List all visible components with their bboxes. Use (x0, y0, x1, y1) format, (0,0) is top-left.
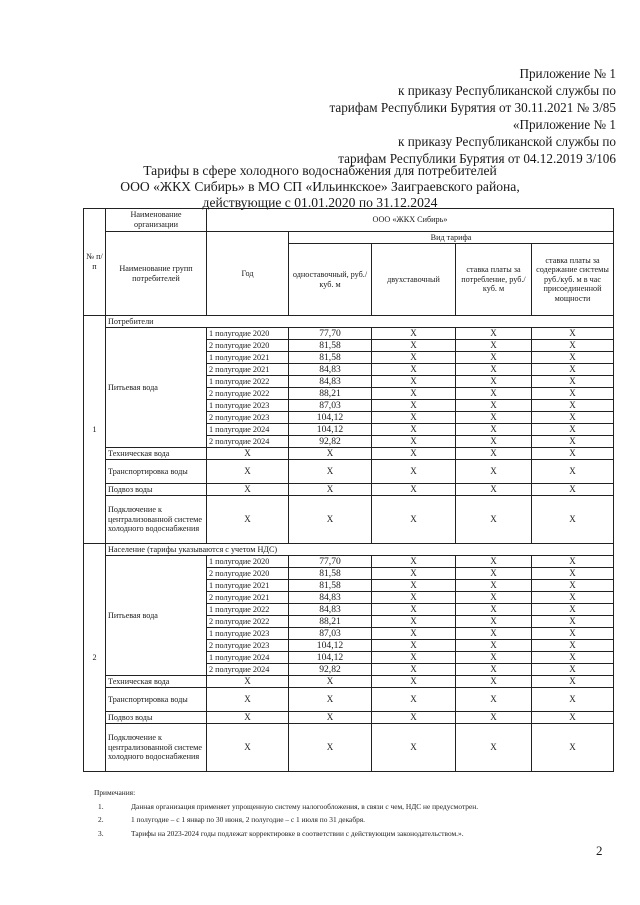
groups-label: Наименование групп потребителей (106, 232, 207, 316)
capacity-rate-header: ставка платы за содержание системы руб./куб. м в час присоединенной мощности (532, 244, 614, 316)
period-cell: 2 полугодие 2022 (207, 616, 289, 628)
x-mark: Х (456, 424, 532, 436)
x-mark: Х (532, 676, 614, 688)
header-line: к приказу Республиканской службы по (398, 83, 616, 98)
x-mark: Х (456, 568, 532, 580)
x-mark: Х (532, 556, 614, 568)
single-rate-value: 92,82 (289, 436, 372, 448)
x-mark: Х (207, 688, 289, 712)
org-label: Наименование организации (106, 209, 207, 232)
single-rate-value: 104,12 (289, 652, 372, 664)
x-mark: Х (532, 592, 614, 604)
x-mark: Х (372, 628, 456, 640)
x-mark: Х (532, 328, 614, 340)
x-mark: Х (456, 484, 532, 496)
x-mark: Х (372, 364, 456, 376)
x-mark: Х (456, 712, 532, 724)
x-mark: Х (456, 652, 532, 664)
x-mark: Х (372, 676, 456, 688)
x-mark: Х (372, 352, 456, 364)
note-item: 1. Данная организация применяет упрощенную систему налогообложения, в связи с чем, НДС не предусмотрен. (98, 801, 479, 811)
period-cell: 1 полугодие 2022 (207, 604, 289, 616)
period-cell: 1 полугодие 2020 (207, 328, 289, 340)
x-mark: Х (289, 484, 372, 496)
x-mark: Х (532, 460, 614, 484)
x-mark: Х (372, 712, 456, 724)
table-row (84, 496, 614, 544)
table-row (84, 328, 614, 340)
x-mark: Х (532, 376, 614, 388)
x-mark: Х (289, 496, 372, 544)
service-label: Транспортировка воды (106, 460, 207, 484)
x-mark: Х (532, 388, 614, 400)
single-rate-value: 84,83 (289, 364, 372, 376)
x-mark: Х (532, 628, 614, 640)
x-mark: Х (372, 556, 456, 568)
single-rate-value: 92,82 (289, 664, 372, 676)
x-mark: Х (372, 484, 456, 496)
x-mark: Х (207, 724, 289, 772)
title-line: ООО «ЖКХ Сибирь» в МО СП «Ильинкское» Заиграевского района, (120, 179, 520, 194)
x-mark: Х (456, 328, 532, 340)
single-rate-value: 104,12 (289, 640, 372, 652)
header-line: Приложение № 1 (519, 66, 616, 81)
single-rate-value: 87,03 (289, 400, 372, 412)
table-row (84, 460, 614, 484)
x-mark: Х (372, 388, 456, 400)
x-mark: Х (456, 688, 532, 712)
x-mark: Х (456, 448, 532, 460)
x-mark: Х (372, 616, 456, 628)
x-mark: Х (456, 340, 532, 352)
tariff-table (83, 208, 614, 772)
x-mark: Х (372, 412, 456, 424)
single-rate-value: 77,70 (289, 328, 372, 340)
x-mark: Х (207, 460, 289, 484)
year-header: Год (207, 232, 289, 316)
service-label: Техническая вода (106, 448, 207, 460)
x-mark: Х (456, 376, 532, 388)
period-cell: 2 полугодие 2022 (207, 388, 289, 400)
x-mark: Х (532, 436, 614, 448)
period-cell: 1 полугодие 2021 (207, 352, 289, 364)
x-mark: Х (456, 412, 532, 424)
x-mark: Х (456, 616, 532, 628)
consumption-rate-header: ставка платы за потребление, руб./ куб. м (456, 244, 532, 316)
x-mark: Х (372, 400, 456, 412)
x-mark: Х (456, 364, 532, 376)
header-line: тарифам Республики Бурятия от 30.11.2021 № 3/85 (329, 100, 616, 115)
single-rate-value: 87,03 (289, 628, 372, 640)
section-number: 2 (84, 544, 106, 772)
period-cell: 2 полугодие 2023 (207, 412, 289, 424)
x-mark: Х (372, 436, 456, 448)
x-mark: Х (207, 484, 289, 496)
x-mark: Х (456, 436, 532, 448)
x-mark: Х (372, 724, 456, 772)
tariff-kind-header: Вид тарифа (289, 232, 614, 244)
x-mark: Х (456, 640, 532, 652)
period-cell: 2 полугодие 2024 (207, 664, 289, 676)
single-rate-value: 81,58 (289, 580, 372, 592)
x-mark: Х (532, 640, 614, 652)
x-mark: Х (532, 616, 614, 628)
header-line: тарифам Республики Бурятия от 04.12.2019 3/106 (338, 151, 616, 166)
x-mark: Х (456, 592, 532, 604)
single-rate-value: 84,83 (289, 376, 372, 388)
notes-title: Примечания: (94, 788, 136, 797)
x-mark: Х (207, 712, 289, 724)
x-mark: Х (532, 412, 614, 424)
x-mark: Х (532, 400, 614, 412)
notes (94, 786, 479, 840)
header-line: к приказу Республиканской службы по (398, 134, 616, 149)
x-mark: Х (532, 340, 614, 352)
x-mark: Х (532, 496, 614, 544)
drinking-water-label: Питьевая вода (106, 556, 207, 676)
col-number-header: № п/п (84, 209, 106, 316)
x-mark: Х (372, 580, 456, 592)
x-mark: Х (456, 388, 532, 400)
x-mark: Х (289, 460, 372, 484)
table-row (84, 724, 614, 772)
header-line: «Приложение № 1 (512, 117, 616, 132)
table-row (84, 712, 614, 724)
x-mark: Х (456, 556, 532, 568)
x-mark: Х (372, 460, 456, 484)
x-mark: Х (207, 676, 289, 688)
single-rate-value: 88,21 (289, 388, 372, 400)
title-line: Тарифы в сфере холодного водоснабжения для потребителей (143, 163, 497, 178)
x-mark: Х (456, 664, 532, 676)
period-cell: 2 полугодие 2024 (207, 436, 289, 448)
x-mark: Х (456, 580, 532, 592)
table-row (84, 688, 614, 712)
table-row (84, 676, 614, 688)
section-title: Население (тарифы указываются с учетом НДС) (106, 544, 614, 556)
x-mark: Х (372, 340, 456, 352)
table-row (84, 484, 614, 496)
table-row (84, 556, 614, 568)
x-mark: Х (532, 688, 614, 712)
note-item: 3. Тарифы на 2023-2024 годы подлежат корректировке в соответствии с действующим законодательством.». (98, 828, 464, 838)
period-cell: 2 полугодие 2020 (207, 568, 289, 580)
x-mark: Х (532, 352, 614, 364)
x-mark: Х (372, 496, 456, 544)
x-mark: Х (456, 628, 532, 640)
org-name: ООО «ЖКХ Сибирь» (207, 209, 614, 232)
single-rate-value: 84,83 (289, 592, 372, 604)
single-rate-value: 88,21 (289, 616, 372, 628)
service-label: Подключение к централизованной системе холодного водоснабжения (106, 724, 207, 772)
period-cell: 2 полугодие 2021 (207, 364, 289, 376)
period-cell: 1 полугодие 2023 (207, 400, 289, 412)
x-mark: Х (372, 448, 456, 460)
period-cell: 2 полугодие 2021 (207, 592, 289, 604)
x-mark: Х (289, 688, 372, 712)
period-cell: 2 полугодие 2020 (207, 340, 289, 352)
period-cell: 1 полугодие 2022 (207, 376, 289, 388)
x-mark: Х (289, 448, 372, 460)
period-cell: 2 полугодие 2023 (207, 640, 289, 652)
double-rate-header: двухставочный (372, 244, 456, 316)
service-label: Подвоз воды (106, 712, 207, 724)
single-rate-value: 104,12 (289, 412, 372, 424)
x-mark: Х (532, 448, 614, 460)
x-mark: Х (289, 676, 372, 688)
service-label: Техническая вода (106, 676, 207, 688)
x-mark: Х (372, 604, 456, 616)
x-mark: Х (456, 352, 532, 364)
drinking-water-label: Питьевая вода (106, 328, 207, 448)
x-mark: Х (532, 484, 614, 496)
x-mark: Х (372, 328, 456, 340)
x-mark: Х (456, 604, 532, 616)
x-mark: Х (372, 568, 456, 580)
x-mark: Х (456, 400, 532, 412)
service-label: Подключение к централизованной системе холодного водоснабжения (106, 496, 207, 544)
x-mark: Х (532, 664, 614, 676)
single-rate-header: одноставочный, руб./ куб. м (289, 244, 372, 316)
period-cell: 1 полугодие 2021 (207, 580, 289, 592)
service-label: Транспортировка воды (106, 688, 207, 712)
x-mark: Х (372, 688, 456, 712)
x-mark: Х (372, 652, 456, 664)
period-cell: 1 полугодие 2024 (207, 652, 289, 664)
x-mark: Х (372, 664, 456, 676)
x-mark: Х (532, 604, 614, 616)
single-rate-value: 84,83 (289, 604, 372, 616)
table-row (84, 448, 614, 460)
x-mark: Х (289, 712, 372, 724)
x-mark: Х (532, 580, 614, 592)
single-rate-value: 104,12 (289, 424, 372, 436)
service-label: Подвоз воды (106, 484, 207, 496)
period-cell: 1 полугодие 2023 (207, 628, 289, 640)
x-mark: Х (532, 724, 614, 772)
x-mark: Х (372, 376, 456, 388)
x-mark: Х (372, 424, 456, 436)
section-title: Потребители (106, 316, 614, 328)
single-rate-value: 81,58 (289, 340, 372, 352)
page-number: 2 (596, 843, 603, 858)
x-mark: Х (456, 724, 532, 772)
single-rate-value: 77,70 (289, 556, 372, 568)
note-item: 2. 1 полугодие – с 1 январ по 30 июня, 2 полугодие – с 1 июля по 31 декабря. (98, 815, 366, 824)
x-mark: Х (532, 652, 614, 664)
x-mark: Х (456, 676, 532, 688)
x-mark: Х (532, 364, 614, 376)
x-mark: Х (207, 496, 289, 544)
x-mark: Х (456, 496, 532, 544)
x-mark: Х (289, 724, 372, 772)
period-cell: 1 полугодие 2024 (207, 424, 289, 436)
title-line: действующие с 01.01.2020 по 31.12.2024 (202, 195, 438, 210)
x-mark: Х (532, 424, 614, 436)
period-cell: 1 полугодие 2020 (207, 556, 289, 568)
x-mark: Х (372, 592, 456, 604)
x-mark: Х (532, 712, 614, 724)
section-number: 1 (84, 316, 106, 544)
x-mark: Х (532, 568, 614, 580)
single-rate-value: 81,58 (289, 352, 372, 364)
x-mark: Х (207, 448, 289, 460)
single-rate-value: 81,58 (289, 568, 372, 580)
x-mark: Х (456, 460, 532, 484)
x-mark: Х (372, 640, 456, 652)
